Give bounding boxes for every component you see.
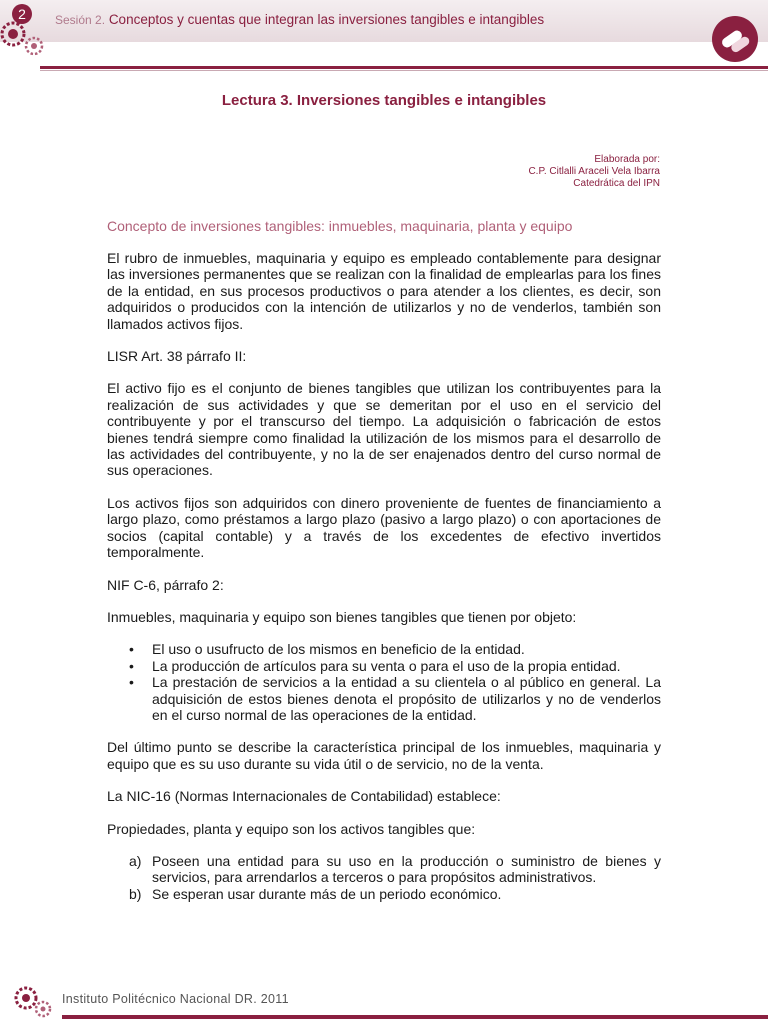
list-item	[107, 641, 661, 657]
list-item	[107, 853, 661, 886]
list-item-text: Se esperan usar durante más de un periodo económico.	[152, 885, 502, 902]
pills-icon	[710, 14, 760, 64]
footer-institution: Instituto Politécnico Nacional DR. 2011	[62, 992, 289, 1006]
list-item-text: El uso o usufructo de los mismos en beneficio de la entidad.	[152, 641, 525, 658]
page-title: Lectura 3. Inversiones tangibles e intangibles	[221, 92, 547, 109]
session-prefix: Sesión 2.	[55, 13, 106, 27]
paragraph: Propiedades, planta y equipo son los activos tangibles que:	[107, 820, 476, 837]
section-heading: Concepto de inversiones tangibles: inmuebles, maquinaria, planta y equipo	[107, 218, 573, 234]
bullet-marker: •	[129, 674, 134, 691]
paragraph: La NIC-16 (Normas Internacionales de Contabilidad) establece:	[107, 788, 501, 805]
paragraph: Los activos fijos son adquiridos con dinero proveniente de fuentes de financiamiento a largo plazo, como préstamos a largo plazo (pasivo a largo plazo) o con aportaciones de socios (capital contable) y a través de los excedentes de efectivo invertidos temporalmente.	[107, 494, 661, 561]
bullet-list	[107, 641, 661, 723]
list-item-text: La producción de artículos para su venta o para el uso de la propia entidad.	[152, 657, 621, 674]
paragraph: Del último punto se describe la característica principal de los inmuebles, maquinaria y equipo que es su uso durante su vida útil o de servicio, no de la venta.	[107, 739, 661, 772]
list-item-text: Poseen una entidad para su uso en la producción o suministro de bienes y servicios, para arrendarlos a terceros o para propósitos administrativos.	[152, 852, 661, 886]
paragraph: Inmuebles, maquinaria y equipo son bienes tangibles que tienen por objeto:	[107, 608, 577, 625]
list-marker: a)	[129, 852, 142, 869]
author-role: Catedrática del IPN	[573, 178, 660, 189]
header-rule-thin	[40, 70, 768, 71]
page-footer	[0, 980, 768, 1024]
list-item	[107, 886, 661, 902]
page-header	[0, 0, 768, 70]
list-marker: b)	[129, 885, 142, 902]
header-rule	[40, 66, 768, 69]
list-item-text: La prestación de servicios a la entidad a su clientela o al público en general. La adquisición de estos bienes denota el propósito de utilizarlos y no de venderlos en el curso normal de las operaciones de la entidad.	[152, 674, 661, 723]
list-item	[107, 658, 661, 674]
bullet-marker: •	[129, 657, 134, 674]
lettered-list	[107, 853, 661, 902]
author-label: Elaborada por:	[594, 154, 660, 165]
session-title	[55, 12, 544, 27]
bullet-marker: •	[129, 641, 134, 658]
institution-logo-icon	[12, 982, 56, 1022]
session-number: 2	[18, 6, 26, 22]
footer-rule	[62, 1015, 768, 1019]
paragraph: El activo fijo es el conjunto de bienes tangibles que utilizan los contribuyentes para la realización de sus actividades y que se demeritan por el uso en el servicio del contribuyente y por el transcurso del tiempo. La adquisición o fabricación de estos bienes tendrá siempre como finalidad la utilización de los mismos para el desarrollo de las actividades del contribuyente, y no la de ser enajenados dentro del curso normal de sus operaciones.	[107, 380, 661, 479]
paragraph: LISR Art. 38 párrafo II:	[107, 348, 247, 365]
session-title-text: Conceptos y cuentas que integran las inversiones tangibles e intangibles	[108, 12, 545, 27]
author-name: C.P. Citlalli Araceli Vela Ibarra	[528, 166, 660, 177]
paragraph: El rubro de inmuebles, maquinaria y equipo es empleado contablemente para designar las inversiones permanentes que se realizan con la finalidad de emplearlas para los fines de la entidad, en sus procesos productivos o para atender a los clientes, es decir, son adquiridos o producidos con la intención de utilizarlos y no de venderlos, también son llamados activos fijos.	[107, 250, 661, 332]
session-badge-icon	[0, 0, 55, 66]
list-item	[107, 674, 661, 723]
author-block	[528, 154, 660, 190]
document-body	[107, 218, 661, 902]
paragraph: NIF C-6, párrafo 2:	[107, 576, 224, 593]
